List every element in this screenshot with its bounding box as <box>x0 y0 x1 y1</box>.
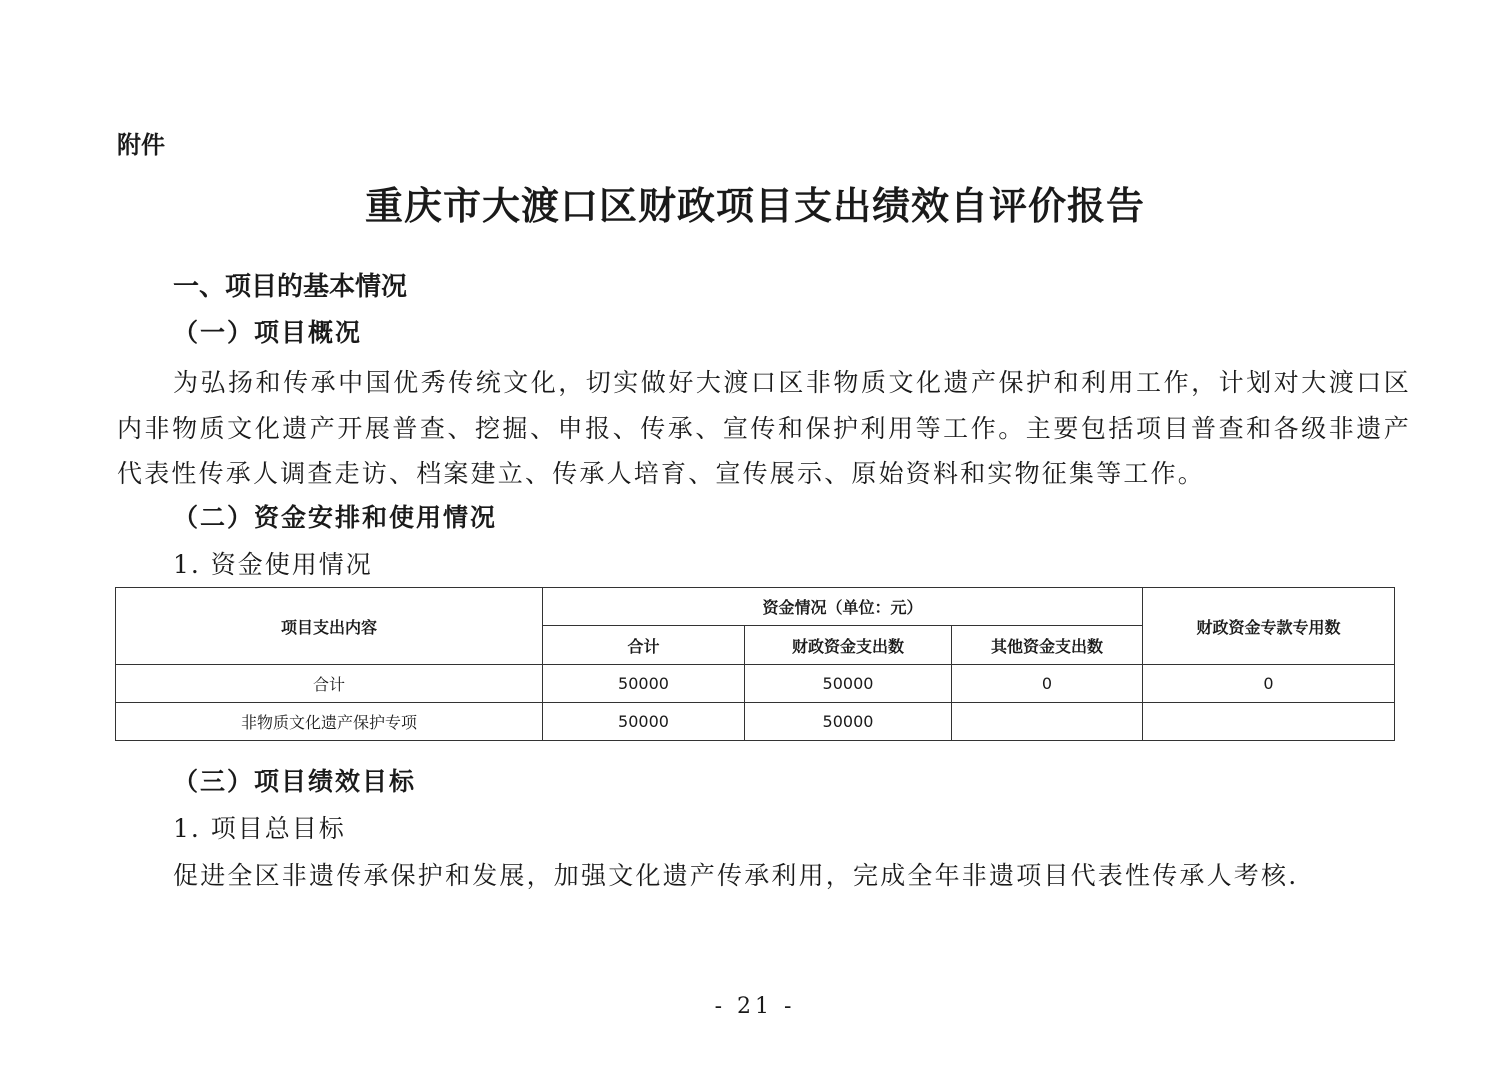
page-number: - 21 - <box>714 994 796 1019</box>
header-total: 合计 <box>543 626 745 665</box>
header-other: 其他资金支出数 <box>952 626 1143 665</box>
cell-special: 0 <box>1143 665 1395 703</box>
funds-usage-table <box>115 587 1395 741</box>
header-funds-group: 资金情况（单位：元） <box>543 588 1143 626</box>
cell-special <box>1143 703 1395 741</box>
cell-name: 非物质文化遗产保护专项 <box>116 703 543 741</box>
subsection-heading-funds: （二）资金安排和使用情况 <box>173 503 498 532</box>
subsection-heading-overview: （一）项目概况 <box>173 318 363 347</box>
cell-other <box>952 703 1143 741</box>
cell-total: 50000 <box>543 665 745 703</box>
header-special: 财政资金专款专用数 <box>1143 588 1395 665</box>
section-heading-basic-info: 一、项目的基本情况 <box>173 272 408 302</box>
cell-name: 合计 <box>116 665 543 703</box>
cell-other: 0 <box>952 665 1143 703</box>
overall-goal-paragraph: 促进全区非遗传承保护和发展，加强文化遗产传承利用，完成全年非遗项目代表性传承人考核. <box>173 861 1299 890</box>
header-item: 项目支出内容 <box>116 588 543 665</box>
cell-fiscal: 50000 <box>745 665 952 703</box>
header-fiscal: 财政资金支出数 <box>745 626 952 665</box>
table-header-row <box>116 588 1395 626</box>
subsection-heading-goals: （三）项目绩效目标 <box>173 767 417 796</box>
overview-paragraph: 为弘扬和传承中国优秀传统文化，切实做好大渡口区非物质文化遗产保护和利用工作，计划对大渡口区内非物质文化遗产开展普查、挖掘、申报、传承、宣传和保护利用等工作。主要包括项目普查和各级非遗产代表性传承人调查走访、档案建立、传承人培育、宣传展示、原始资料和实物征集等工作。 <box>117 368 1411 488</box>
document-title: 重庆市大渡口区财政项目支出绩效自评价报告 <box>364 183 1145 228</box>
table-row <box>116 665 1395 703</box>
cell-fiscal: 50000 <box>745 703 952 741</box>
overall-goal-label: 1. 项目总目标 <box>173 814 346 843</box>
attachment-label: 附件 <box>117 131 165 159</box>
table-row <box>116 703 1395 741</box>
funds-usage-label: 1. 资金使用情况 <box>173 550 373 579</box>
cell-total: 50000 <box>543 703 745 741</box>
